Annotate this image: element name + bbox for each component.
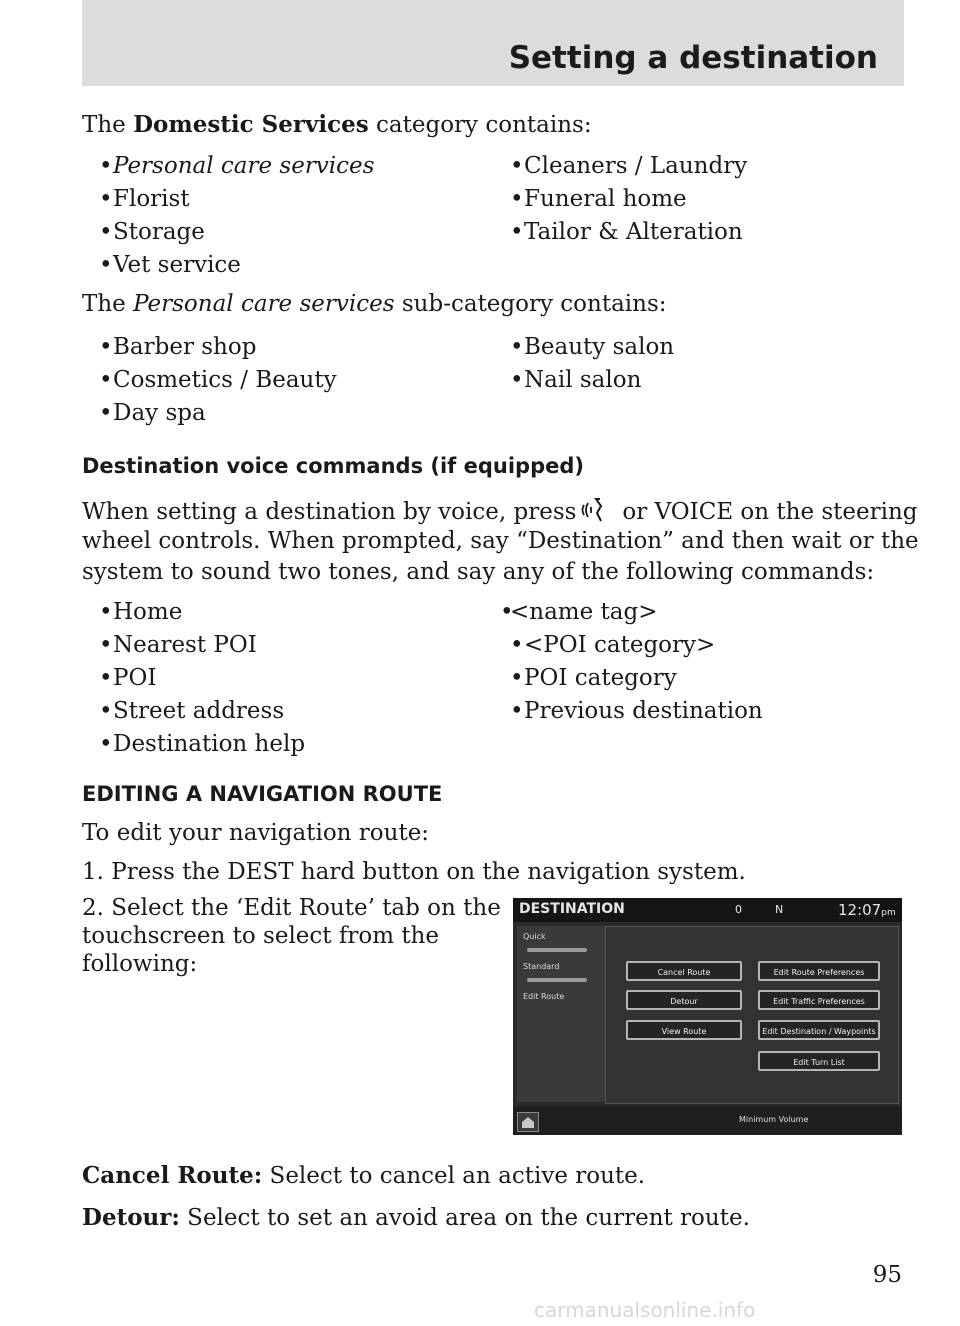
list-item: •Home [99, 599, 183, 625]
view-route-button[interactable]: View Route [626, 1020, 742, 1040]
list-item: •Personal care services [99, 153, 375, 179]
nav-status-a: 0 [735, 903, 742, 916]
list-item: •<POI category> [510, 632, 716, 658]
list-item: •Nail salon [510, 367, 642, 393]
list-item: •Cosmetics / Beauty [99, 367, 337, 393]
page-header-title: Setting a destination [508, 40, 878, 76]
header-band [82, 0, 904, 86]
page-number: 95 [872, 1262, 902, 1288]
list-item: •Barber shop [99, 334, 257, 360]
edit-turn-list-button[interactable]: Edit Turn List [758, 1051, 880, 1071]
list-item: •Storage [99, 219, 205, 245]
nav-edit-route-panel [605, 926, 899, 1104]
edit-intro: To edit your navigation route: [82, 820, 430, 846]
nav-screen-title: DESTINATION [519, 901, 625, 917]
intro-category: Domestic Services [133, 111, 369, 138]
edit-route-preferences-button[interactable]: Edit Route Preferences [758, 961, 880, 981]
navigation-screen-figure [513, 898, 902, 1135]
list-item: •Day spa [99, 400, 206, 426]
edit-step2-line2: touchscreen to select from the [82, 923, 439, 949]
nav-status-b: N [775, 903, 784, 916]
tab-standard-bar [527, 978, 587, 982]
list-item: •Tailor & Alteration [510, 219, 743, 245]
detour-button[interactable]: Detour [626, 990, 742, 1010]
list-item: •Vet service [99, 252, 241, 278]
list-item: •Florist [99, 186, 190, 212]
definition-cancel-route: Cancel Route: Select to cancel an active route. [82, 1162, 646, 1189]
edit-traffic-preferences-button[interactable]: Edit Traffic Preferences [758, 990, 880, 1010]
editing-route-heading: EDITING A NAVIGATION ROUTE [82, 782, 443, 806]
nav-clock: 12:07pm [838, 901, 896, 919]
list-item: •POI category [510, 665, 677, 691]
volume-label: Minimum Volume [739, 1115, 809, 1124]
list-item: •POI [99, 665, 157, 691]
voice-paragraph-line3: system to sound two tones, and say any of the following commands: [82, 559, 875, 585]
voice-paragraph-line2: wheel controls. When prompted, say “Destination” and then wait or the [82, 528, 919, 554]
home-icon[interactable] [517, 1112, 539, 1132]
edit-step2-line1: 2. Select the ‘Edit Route’ tab on the [82, 895, 501, 921]
nav-bottom-bar [513, 1106, 902, 1135]
nav-status-bar [513, 898, 902, 922]
list-item: •Beauty salon [510, 334, 675, 360]
voice-commands-heading: Destination voice commands (if equipped) [82, 454, 584, 478]
list-item: •<name tag> [500, 599, 658, 625]
tab-quick[interactable]: Quick [523, 932, 546, 941]
list-item: •Funeral home [510, 186, 687, 212]
nav-tab-panel [517, 926, 609, 1102]
list-item: •Cleaners / Laundry [510, 153, 748, 179]
edit-step1: 1. Press the DEST hard button on the navigation system. [82, 859, 746, 885]
intro-prefix: The [82, 112, 134, 138]
voice-button-icon [576, 497, 622, 523]
watermark: carmanualsonline.info [534, 1298, 756, 1322]
edit-step2-line3: following: [82, 951, 198, 977]
domestic-intro [82, 113, 592, 137]
tab-edit-route[interactable]: Edit Route [523, 992, 565, 1001]
definition-detour: Detour: Select to set an avoid area on the current route. [82, 1204, 750, 1231]
tab-standard[interactable]: Standard [523, 962, 560, 971]
tab-quick-bar [527, 948, 587, 952]
personal-intro: The Personal care services sub-category contains: [82, 291, 667, 317]
voice-paragraph-line1: When setting a destination by voice, press or VOICE on the steering [82, 499, 918, 525]
list-item: •Street address [99, 698, 285, 724]
list-item: •Nearest POI [99, 632, 257, 658]
list-item: •Destination help [99, 731, 306, 757]
cancel-route-button[interactable]: Cancel Route [626, 961, 742, 981]
intro-suffix: category contains: [368, 112, 592, 138]
edit-destination-waypoints-button[interactable]: Edit Destination / Waypoints [758, 1020, 880, 1040]
list-item: •Previous destination [510, 698, 763, 724]
